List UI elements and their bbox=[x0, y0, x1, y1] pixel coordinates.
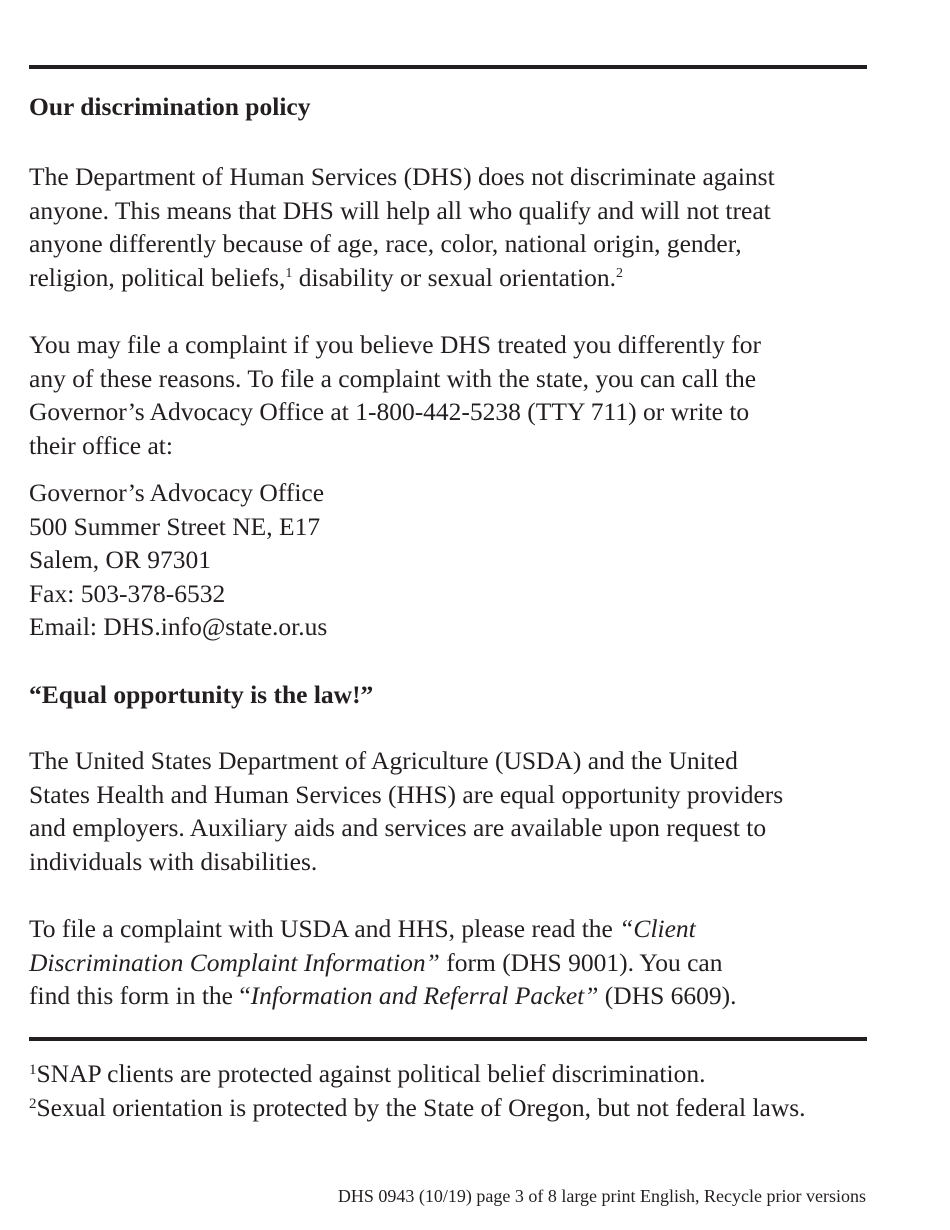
text-line: anyone differently because of age, race, color, national origin, gender, bbox=[29, 229, 742, 259]
footnotes bbox=[29, 1057, 806, 1124]
text-line bbox=[29, 946, 737, 980]
text-line: States Health and Human Services (HHS) are equal opportunity providers bbox=[29, 779, 784, 809]
text-line: anyone. This means that DHS will help all who qualify and will not treat bbox=[29, 195, 771, 225]
policy-paragraph bbox=[29, 160, 775, 294]
text-line: individuals with disabilities. bbox=[29, 846, 318, 876]
text-line: The United States Department of Agriculture (USDA) and the United bbox=[29, 746, 738, 775]
text-line bbox=[29, 261, 775, 295]
address-line: Governor’s Advocacy Office bbox=[29, 478, 325, 507]
top-divider bbox=[29, 65, 867, 69]
usda-complaint-paragraph bbox=[29, 912, 737, 1013]
form-title: “Client bbox=[619, 914, 696, 943]
text-line: Governor’s Advocacy Office at 1-800-442-5238 (TTY 711) or write to bbox=[29, 397, 750, 427]
text-segment: form (DHS 9001). You can bbox=[439, 947, 723, 977]
complaint-paragraph bbox=[29, 328, 761, 462]
text-line: You may file a complaint if you believe DHS treated you differently for bbox=[29, 330, 762, 359]
footnote-mark: 2 bbox=[29, 1095, 37, 1112]
equal-opportunity-paragraph bbox=[29, 744, 783, 878]
footnote bbox=[29, 1057, 806, 1091]
packet-title: Information and Referral Packet” bbox=[250, 981, 599, 1011]
document-footer: DHS 0943 (10/19) page 3 of 8 large print English, Recycle prior versions bbox=[337, 1186, 866, 1206]
footnote-ref: 1 bbox=[285, 265, 293, 281]
footnote bbox=[29, 1091, 806, 1125]
equal-opportunity-heading: “Equal opportunity is the law!” bbox=[29, 680, 374, 709]
page-title: Our discrimination policy bbox=[29, 92, 311, 121]
footnote-divider bbox=[29, 1037, 867, 1041]
text-segment: find this form in the “ bbox=[29, 981, 251, 1011]
text-segment: disability or sexual orientation. bbox=[292, 262, 617, 292]
text-segment: To file a complaint with USDA and HHS, please read the bbox=[29, 914, 620, 943]
address-block bbox=[29, 476, 327, 644]
footnote-text: SNAP clients are protected against political belief discrimination. bbox=[36, 1059, 706, 1088]
fax-line: Fax: 503-378-6532 bbox=[29, 578, 226, 608]
text-line: The Department of Human Services (DHS) does not discriminate against bbox=[29, 162, 775, 191]
footnote-mark: 1 bbox=[29, 1062, 37, 1078]
text-line bbox=[29, 912, 737, 946]
text-line: their office at: bbox=[29, 430, 173, 460]
text-line: and employers. Auxiliary aids and services are available upon request to bbox=[29, 813, 767, 843]
email-line: Email: DHS.info@state.or.us bbox=[29, 612, 328, 642]
text-line bbox=[29, 979, 737, 1013]
address-line: Salem, OR 97301 bbox=[29, 545, 212, 575]
footnote-text: Sexual orientation is protected by the State of Oregon, but not federal laws. bbox=[36, 1092, 806, 1122]
address-line: 500 Summer Street NE, E17 bbox=[29, 511, 321, 541]
text-line: any of these reasons. To file a complaint with the state, you can call the bbox=[29, 363, 757, 393]
text-segment: (DHS 6609). bbox=[598, 981, 737, 1011]
form-title: Discrimination Complaint Information” bbox=[29, 947, 440, 977]
footnote-ref: 2 bbox=[616, 265, 624, 281]
text-segment: religion, political beliefs, bbox=[29, 262, 286, 292]
